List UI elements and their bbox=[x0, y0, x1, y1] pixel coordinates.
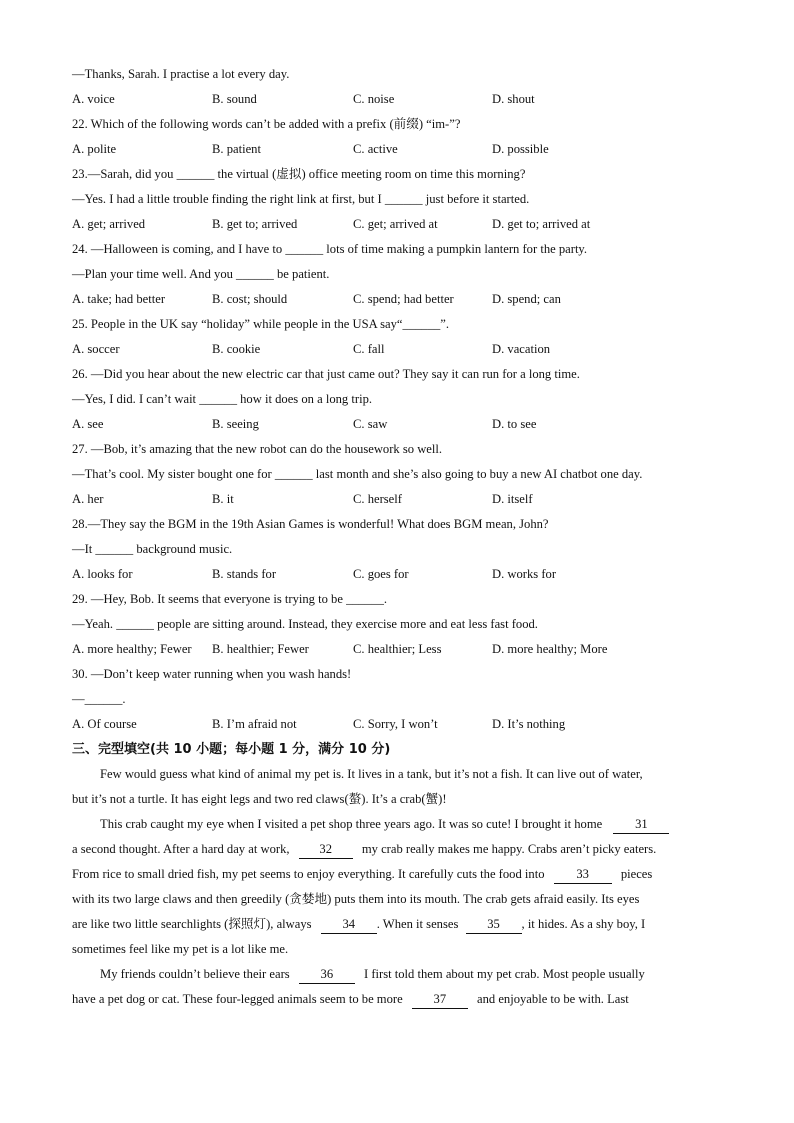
passage-text: This crab caught my eye when I visited a pet shop three years ago. It was so cute! I brought it home bbox=[100, 817, 603, 831]
q27-stem: 27. —Bob, it’s amazing that the new robot can do the housework so well. bbox=[72, 442, 443, 456]
passage-text: have a pet dog or cat. These four-legged animals seem to be more bbox=[72, 992, 403, 1006]
q24-stem: 24. —Halloween is coming, and I have to ______ lots of time making a pumpkin lantern for the party. bbox=[72, 242, 588, 256]
q25-option-a[interactable]: A. soccer bbox=[72, 342, 120, 356]
cloze-passage bbox=[72, 762, 722, 1012]
q26-stem: 26. —Did you hear about the new electric car that just came out? They say it can run for a long time. bbox=[72, 367, 580, 381]
passage-line: sometimes feel like my pet is a lot like me. bbox=[72, 942, 289, 956]
passage-line: but it’s not a turtle. It has eight legs and two red claws(螯). It’s a crab(蟹)! bbox=[72, 792, 447, 806]
passage-text: I first told them about my pet crab. Most people usually bbox=[363, 967, 645, 981]
q30-option-c[interactable]: C. Sorry, I won’t bbox=[353, 717, 438, 731]
q23-option-c[interactable]: C. get; arrived at bbox=[353, 217, 438, 231]
q26-option-a[interactable]: A. see bbox=[72, 417, 104, 431]
q30-option-a[interactable]: A. Of course bbox=[72, 717, 137, 731]
q25-option-d[interactable]: D. vacation bbox=[492, 342, 551, 356]
passage-line: Few would guess what kind of animal my pet is. It lives in a tank, but it’s not a fish. It can live out of water, bbox=[100, 767, 643, 781]
q29-reply: —Yeah. ______ people are sitting around. Instead, they exercise more and eat less fast food. bbox=[72, 617, 538, 631]
q23-option-b[interactable]: B. get to; arrived bbox=[212, 217, 298, 231]
passage-line bbox=[72, 987, 722, 1012]
q22-option-a[interactable]: A. polite bbox=[72, 142, 117, 156]
section-title: 三、完型填空(共 10 小题；每小题 1 分，满分 10 分) bbox=[72, 742, 391, 757]
q28-option-b[interactable]: B. stands for bbox=[212, 567, 277, 581]
blank-34[interactable]: 34 bbox=[321, 916, 377, 934]
passage-text: my crab really makes me happy. Crabs aren’t picky eaters. bbox=[361, 842, 657, 856]
q26-option-c[interactable]: C. saw bbox=[353, 417, 388, 431]
passage-line bbox=[72, 912, 722, 937]
q23-option-a[interactable]: A. get; arrived bbox=[72, 217, 146, 231]
q30-option-b[interactable]: B. I’m afraid not bbox=[212, 717, 297, 731]
q29-options bbox=[72, 637, 722, 662]
blank-33[interactable]: 33 bbox=[554, 866, 612, 884]
q24-option-d[interactable]: D. spend; can bbox=[492, 292, 561, 306]
q25-stem: 25. People in the UK say “holiday” while people in the USA say“______”. bbox=[72, 317, 450, 331]
exam-page bbox=[72, 62, 722, 1012]
passage-line bbox=[72, 962, 722, 987]
q28-option-c[interactable]: C. goes for bbox=[353, 567, 409, 581]
q26-reply: —Yes, I did. I can’t wait ______ how it does on a long trip. bbox=[72, 392, 373, 406]
blank-31[interactable]: 31 bbox=[613, 816, 669, 834]
blank-37[interactable]: 37 bbox=[412, 991, 468, 1009]
passage-text: a second thought. After a hard day at work, bbox=[72, 842, 290, 856]
passage-text: My friends couldn’t believe their ears bbox=[100, 967, 290, 981]
q21-options bbox=[72, 87, 722, 112]
q26-option-d[interactable]: D. to see bbox=[492, 417, 537, 431]
q27-option-a[interactable]: A. her bbox=[72, 492, 104, 506]
q24-option-b[interactable]: B. cost; should bbox=[212, 292, 288, 306]
q23-stem: 23.—Sarah, did you ______ the virtual (虚拟) office meeting room on time this morning? bbox=[72, 167, 526, 181]
q30-reply: —______. bbox=[72, 692, 126, 706]
q23-options bbox=[72, 212, 722, 237]
q22-option-b[interactable]: B. patient bbox=[212, 142, 261, 156]
q29-option-a[interactable]: A. more healthy; Fewer bbox=[72, 642, 192, 656]
q27-option-d[interactable]: D. itself bbox=[492, 492, 533, 506]
blank-36[interactable]: 36 bbox=[299, 966, 355, 984]
q28-reply: —It ______ background music. bbox=[72, 542, 233, 556]
q26-options bbox=[72, 412, 722, 437]
passage-text: . When it senses bbox=[376, 917, 459, 931]
q22-options bbox=[72, 137, 722, 162]
passage-line bbox=[72, 837, 722, 862]
passage-line: with its two large claws and then greedily (贪婪地) puts them into its mouth. The crab gets afraid easily. Its eyes bbox=[72, 892, 640, 906]
q21-option-c[interactable]: C. noise bbox=[353, 92, 395, 106]
q28-option-a[interactable]: A. looks for bbox=[72, 567, 133, 581]
q26-option-b[interactable]: B. seeing bbox=[212, 417, 259, 431]
q23-reply: —Yes. I had a little trouble finding the right link at first, but I ______ just before it started. bbox=[72, 192, 530, 206]
q29-option-d[interactable]: D. more healthy; More bbox=[492, 642, 608, 656]
q29-option-b[interactable]: B. healthier; Fewer bbox=[212, 642, 309, 656]
passage-text: From rice to small dried fish, my pet seems to enjoy everything. It carefully cuts the food into bbox=[72, 867, 545, 881]
q27-option-b[interactable]: B. it bbox=[212, 492, 234, 506]
q21-option-d[interactable]: D. shout bbox=[492, 92, 535, 106]
q24-reply: —Plan your time well. And you ______ be patient. bbox=[72, 267, 330, 281]
q25-options bbox=[72, 337, 722, 362]
passage-text: pieces bbox=[620, 867, 653, 881]
q30-option-d[interactable]: D. It’s nothing bbox=[492, 717, 566, 731]
q24-options bbox=[72, 287, 722, 312]
passage-line bbox=[72, 862, 722, 887]
q27-options bbox=[72, 487, 722, 512]
q29-stem: 29. —Hey, Bob. It seems that everyone is trying to be ______. bbox=[72, 592, 388, 606]
q23-option-d[interactable]: D. get to; arrived at bbox=[492, 217, 591, 231]
q24-option-c[interactable]: C. spend; had better bbox=[353, 292, 454, 306]
q21-option-b[interactable]: B. sound bbox=[212, 92, 257, 106]
q21-option-a[interactable]: A. voice bbox=[72, 92, 115, 106]
passage-line bbox=[72, 812, 722, 837]
blank-32[interactable]: 32 bbox=[299, 841, 353, 859]
q25-option-b[interactable]: B. cookie bbox=[212, 342, 261, 356]
q25-option-c[interactable]: C. fall bbox=[353, 342, 385, 356]
blank-35[interactable]: 35 bbox=[466, 916, 522, 934]
q22-option-d[interactable]: D. possible bbox=[492, 142, 549, 156]
q29-option-c[interactable]: C. healthier; Less bbox=[353, 642, 442, 656]
q22-option-c[interactable]: C. active bbox=[353, 142, 398, 156]
passage-text: , it hides. As a shy boy, I bbox=[521, 917, 646, 931]
passage-text: and enjoyable to be with. Last bbox=[477, 992, 629, 1006]
q27-reply: —That’s cool. My sister bought one for ______ last month and she’s also going to buy a new AI chatbot one day. bbox=[72, 467, 643, 481]
q21-answer-line: —Thanks, Sarah. I practise a lot every day. bbox=[72, 67, 290, 81]
q30-stem: 30. —Don’t keep water running when you wash hands! bbox=[72, 667, 352, 681]
q28-stem: 28.—They say the BGM in the 19th Asian Games is wonderful! What does BGM mean, John? bbox=[72, 517, 549, 531]
q28-options bbox=[72, 562, 722, 587]
q24-option-a[interactable]: A. take; had better bbox=[72, 292, 166, 306]
q22-stem: 22. Which of the following words can’t be added with a prefix (前缀) “im-”? bbox=[72, 117, 461, 131]
passage-text: are like two little searchlights (探照灯), always bbox=[72, 917, 312, 931]
q28-option-d[interactable]: D. works for bbox=[492, 567, 557, 581]
q27-option-c[interactable]: C. herself bbox=[353, 492, 402, 506]
q30-options bbox=[72, 712, 722, 737]
